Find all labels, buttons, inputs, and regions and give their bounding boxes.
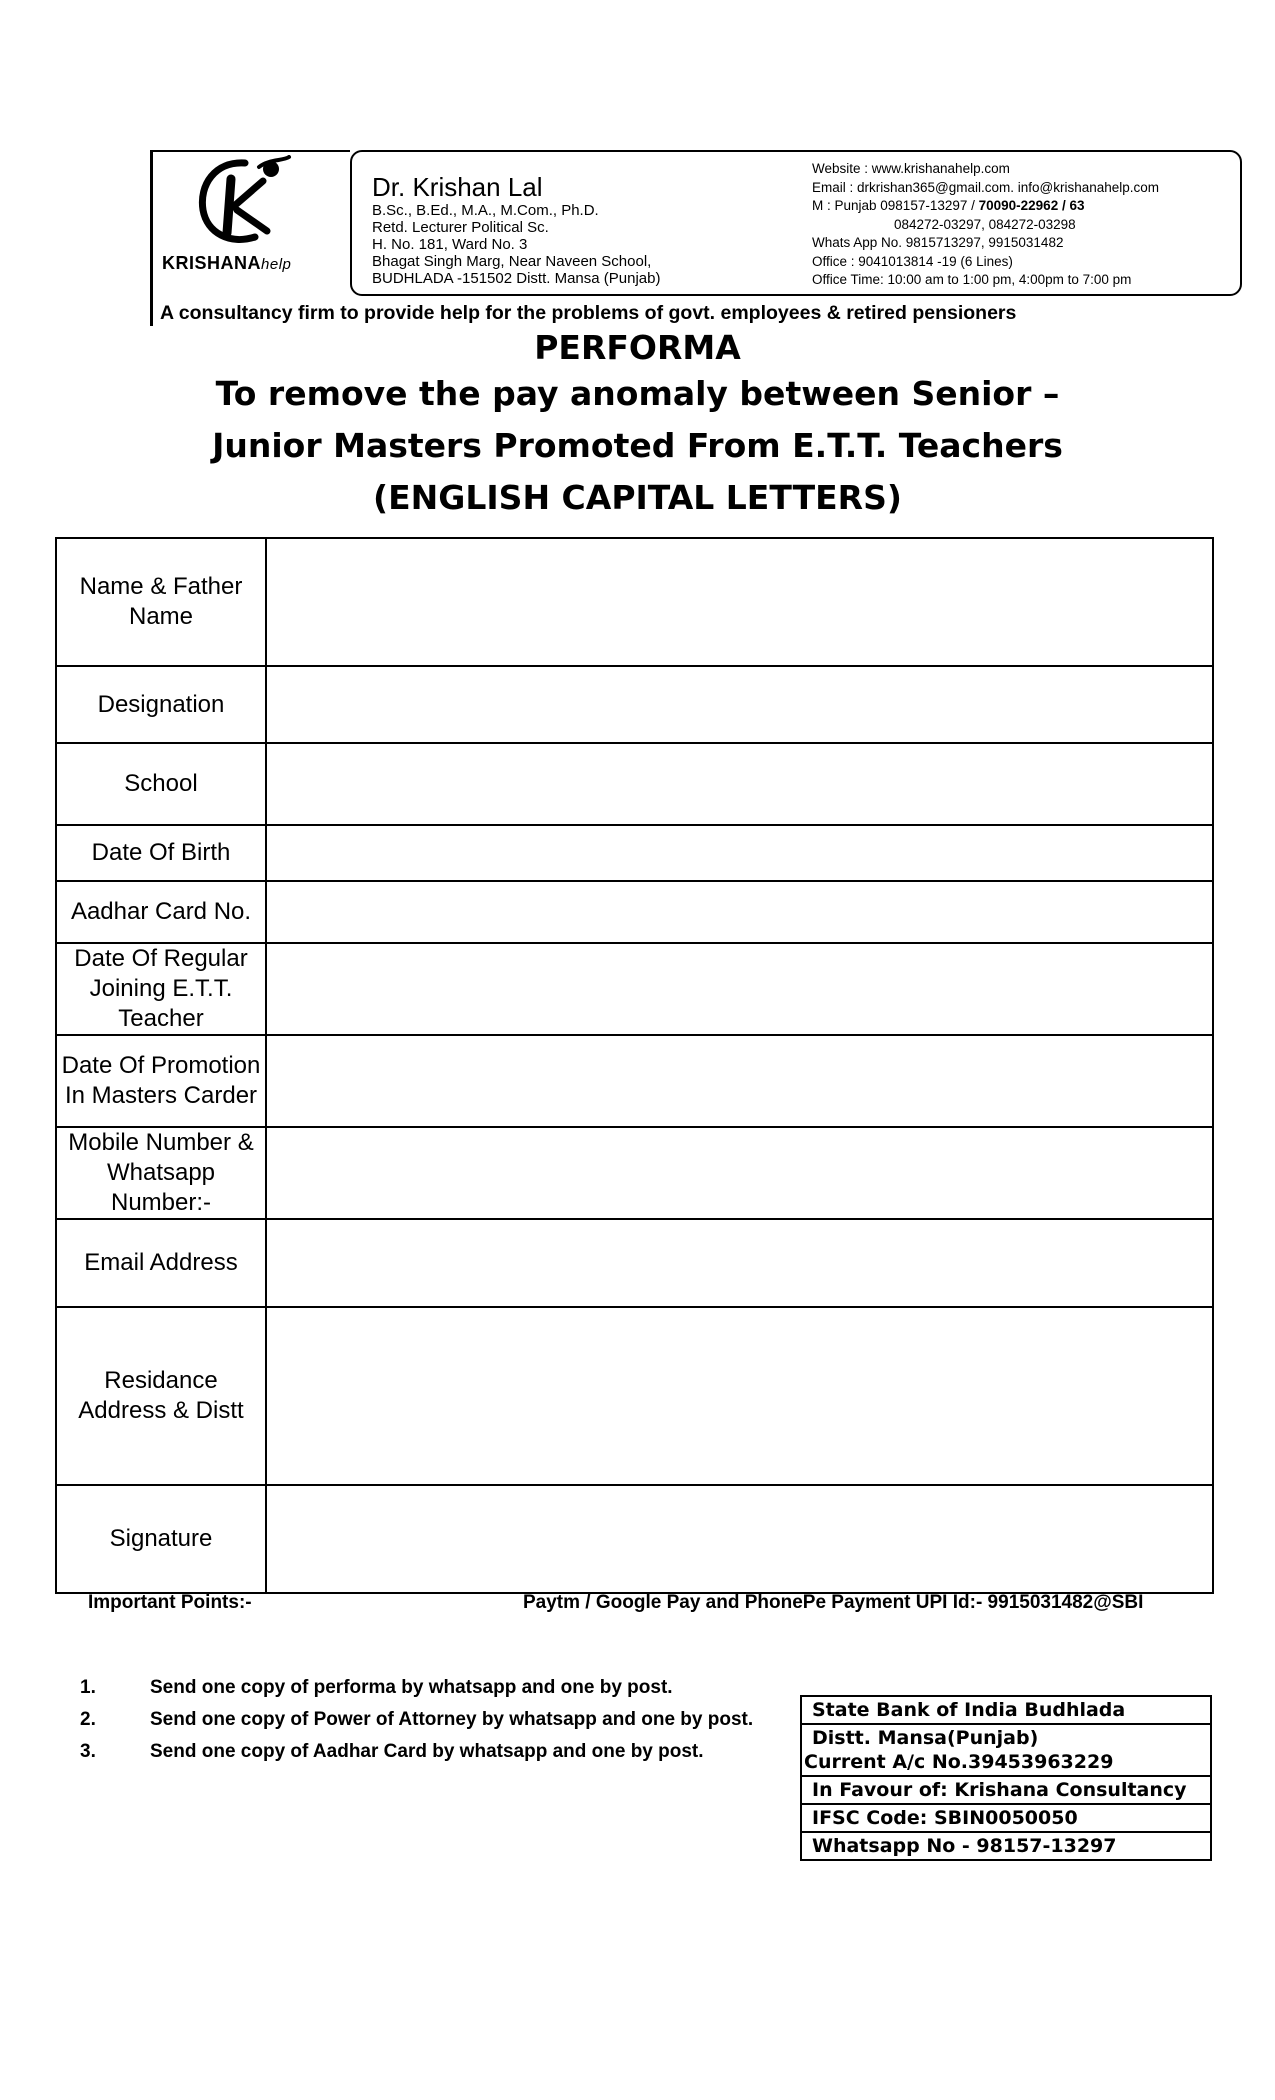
doctor-details <box>372 172 792 287</box>
table-row <box>56 1485 1213 1593</box>
field-label: Date Of Promotion In Masters Carder <box>56 1035 266 1127</box>
letterhead-info-box <box>350 150 1242 296</box>
letterhead-left-rule <box>150 150 153 326</box>
date-of-birth-field[interactable] <box>266 825 1213 881</box>
contact-details <box>812 160 1232 290</box>
list-item <box>80 1736 760 1768</box>
bank-district-account <box>801 1724 1211 1776</box>
doctor-qualifications: B.Sc., B.Ed., M.A., M.Com., Ph.D. <box>372 202 599 219</box>
mobile-whatsapp-field[interactable] <box>266 1127 1213 1219</box>
field-label: Aadhar Card No. <box>56 881 266 943</box>
logo-brand: KRISHANA <box>162 253 262 273</box>
bank-district: Distt. Mansa(Punjab) <box>812 1727 1039 1749</box>
logo-wordmark <box>162 253 291 274</box>
upi-payment-info: Paytm / Google Pay and PhonePe Payment UPI Id:- 9915031482@SBI <box>523 1592 1144 1613</box>
bank-account-number: Current A/c No.39453963229 <box>804 1751 1114 1773</box>
bank-details-table <box>800 1695 1212 1861</box>
krishana-logo <box>160 155 350 275</box>
bank-whatsapp: Whatsapp No - 98157-13297 <box>801 1832 1211 1860</box>
table-row <box>56 1219 1213 1307</box>
point-number: 3. <box>80 1741 96 1762</box>
letterhead-top-rule <box>150 150 350 152</box>
email-text: Email : drkrishan365@gmail.com. info@krishanahelp.com <box>812 179 1160 195</box>
mobile-primary: M : Punjab 098157-13297 / <box>812 198 979 213</box>
field-label: Designation <box>56 666 266 743</box>
letterhead <box>150 150 1242 326</box>
field-label: Signature <box>56 1485 266 1593</box>
table-row <box>56 1307 1213 1485</box>
table-row <box>56 825 1213 881</box>
title-line-3: Junior Masters Promoted From E.T.T. Teachers <box>212 426 1063 465</box>
email-address-field[interactable] <box>266 1219 1213 1307</box>
performa-form-table <box>55 537 1214 1594</box>
title-line-2: To remove the pay anomaly between Senior – <box>215 374 1060 413</box>
table-row <box>56 943 1213 1035</box>
table-row <box>56 666 1213 743</box>
point-text: Send one copy of Aadhar Card by whatsapp and one by post. <box>150 1741 704 1762</box>
table-row <box>56 1035 1213 1127</box>
table-row <box>801 1696 1211 1724</box>
landline-text: 084272-03297, 084272-03298 <box>894 216 1076 232</box>
residence-address-field[interactable] <box>266 1307 1213 1485</box>
krishana-k-icon <box>185 155 295 250</box>
table-row <box>56 881 1213 943</box>
page-title <box>0 328 1275 524</box>
field-label: Date Of Birth <box>56 825 266 881</box>
table-row <box>801 1804 1211 1832</box>
bank-name: State Bank of India Budhlada <box>801 1696 1211 1724</box>
doctor-address-2: Bhagat Singh Marg, Near Naveen School, <box>372 253 652 270</box>
office-time-text: Office Time: 10:00 am to 1:00 pm, 4:00pm to 7:00 pm <box>812 272 1132 287</box>
mobile-text <box>812 197 1232 216</box>
point-number: 1. <box>80 1677 96 1698</box>
letterhead-tagline: A consultancy firm to provide help for the problems of govt. employees & retired pensioners <box>160 302 1017 324</box>
aadhar-card-field[interactable] <box>266 881 1213 943</box>
name-father-name-field[interactable] <box>266 538 1213 666</box>
table-row <box>56 1127 1213 1219</box>
table-row <box>801 1776 1211 1804</box>
field-label: School <box>56 743 266 825</box>
doctor-address-3: BUDHLADA -151502 Distt. Mansa (Punjab) <box>372 270 661 287</box>
point-number: 2. <box>80 1709 96 1730</box>
table-row <box>801 1724 1211 1776</box>
whatsapp-text: Whats App No. 9815713297, 9915031482 <box>812 235 1064 250</box>
school-field[interactable] <box>266 743 1213 825</box>
point-text: Send one copy of performa by whatsapp and one by post. <box>150 1677 673 1698</box>
doctor-name: Dr. Krishan Lal <box>372 172 543 202</box>
table-row <box>56 538 1213 666</box>
field-label: Date Of Regular Joining E.T.T. Teacher <box>56 943 266 1035</box>
doctor-address-1: H. No. 181, Ward No. 3 <box>372 236 528 253</box>
designation-field[interactable] <box>266 666 1213 743</box>
logo-suffix: help <box>261 256 292 273</box>
mobile-secondary: 70090-22962 / 63 <box>978 198 1085 213</box>
list-item <box>80 1672 760 1704</box>
office-phone-text: Office : 9041013814 -19 (6 Lines) <box>812 253 1013 269</box>
important-points-list <box>80 1672 760 1768</box>
point-text: Send one copy of Power of Attorney by whatsapp and one by post. <box>150 1709 754 1730</box>
title-line-4: (ENGLISH CAPITAL LETTERS) <box>373 478 902 517</box>
field-label: Email Address <box>56 1219 266 1307</box>
website-text: Website : www.krishanahelp.com <box>812 161 1010 176</box>
title-performa: PERFORMA <box>534 328 741 367</box>
doctor-role: Retd. Lecturer Political Sc. <box>372 219 549 236</box>
table-row <box>801 1832 1211 1860</box>
field-label: Mobile Number & Whatsapp Number:- <box>56 1127 266 1219</box>
signature-field[interactable] <box>266 1485 1213 1593</box>
field-label: Residance Address & Distt <box>56 1307 266 1485</box>
field-label: Name & Father Name <box>56 538 266 666</box>
bank-ifsc: IFSC Code: SBIN0050050 <box>801 1804 1211 1832</box>
joining-date-field[interactable] <box>266 943 1213 1035</box>
promotion-date-field[interactable] <box>266 1035 1213 1127</box>
important-points-label: Important Points:- <box>88 1592 252 1613</box>
bank-favour: In Favour of: Krishana Consultancy <box>801 1776 1211 1804</box>
table-row <box>56 743 1213 825</box>
list-item <box>80 1704 760 1736</box>
